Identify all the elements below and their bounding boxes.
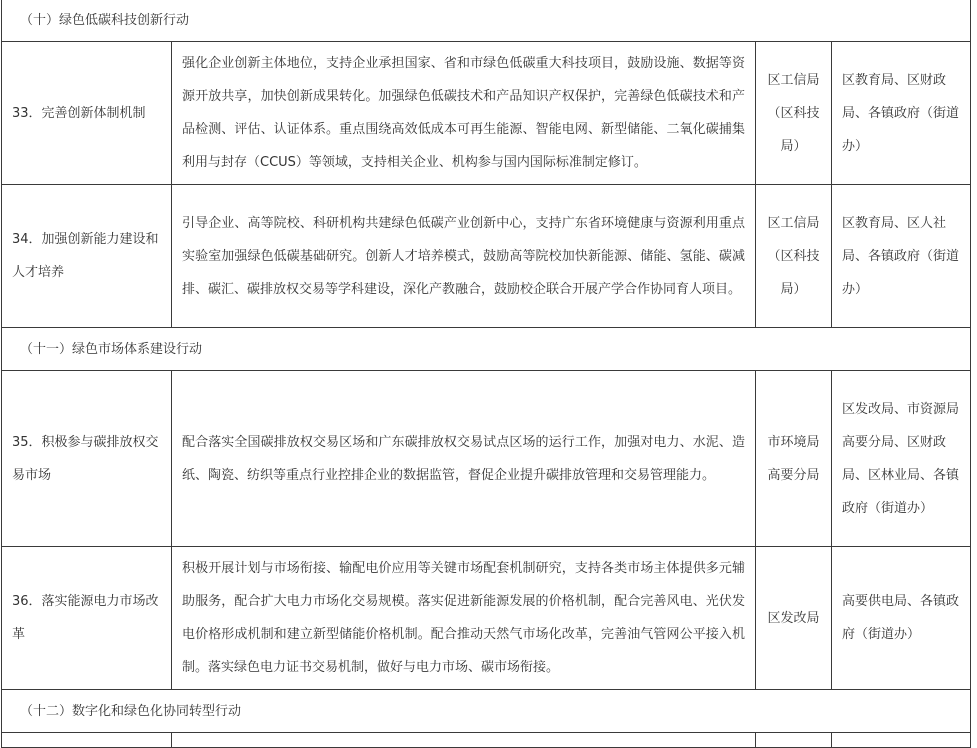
assist-departments: 区教育局、区财政局、各镇政府（街道办）	[832, 42, 971, 185]
task-content: 引导企业、高等院校、科研机构共建绿色低碳产业创新中心，支持广东省环境健康与资源利用重点实验室加强绿色低碳基础研究。创新人才培养模式，鼓励高等院校加快新能源、储能、氢能、碳减排、碳汇、碳排放权交易等学科建设，深化产教融合，鼓励校企联合开展产学合作协同育人项目。	[172, 185, 756, 328]
policy-table	[1, 0, 971, 748]
table-row	[2, 733, 971, 748]
lead-department: 区工信局（区科技局）	[756, 42, 832, 185]
assist-departments: 区教育局、区人社局、各镇政府（街道办）	[832, 185, 971, 328]
table-row	[2, 371, 971, 547]
assist-departments: 区发改局、市资源局高要分局、区财政局、区林业局、各镇政府（街道办）	[832, 371, 971, 547]
lead-department: 市环境局高要分局	[756, 371, 832, 547]
task-content: 积极开展计划与市场衔接、输配电价应用等关键市场配套机制研究，支持各类市场主体提供多元辅助服务，配合扩大电力市场化交易规模。落实促进新能源发展的价格机制，配合完善风电、光伏发电价格形成机制和建立新型储能价格机制。配合推动天然气市场化改革，完善油气管网公平接入机制。落实绿色电力证书交易机制，做好与电力市场、碳市场衔接。	[172, 547, 756, 690]
table-cell	[172, 733, 756, 748]
table-row	[2, 185, 971, 328]
table-cell	[832, 733, 971, 748]
task-name: 33．完善创新体制机制	[2, 42, 172, 185]
task-name: 34．加强创新能力建设和人才培养	[2, 185, 172, 328]
task-content: 强化企业创新主体地位，支持企业承担国家、省和市绿色低碳重大科技项目，鼓励设施、数据等资源开放共享，加快创新成果转化。加强绿色低碳技术和产品知识产权保护，完善绿色低碳技术和产品检测、评估、认证体系。重点围绕高效低成本可再生能源、智能电网、新型储能、二氧化碳捕集利用与封存（CCUS）等领域，支持相关企业、机构参与国内国际标准制定修订。	[172, 42, 756, 185]
table-cell	[756, 733, 832, 748]
lead-department: 区发改局	[756, 547, 832, 690]
table-row	[2, 547, 971, 690]
section-row	[2, 328, 971, 371]
assist-departments: 高要供电局、各镇政府（街道办）	[832, 547, 971, 690]
task-name: 35．积极参与碳排放权交易市场	[2, 371, 172, 547]
task-name: 36．落实能源电力市场改革	[2, 547, 172, 690]
section-title: （十一）绿色市场体系建设行动	[2, 328, 971, 371]
task-content: 配合落实全国碳排放权交易区场和广东碳排放权交易试点区场的运行工作，加强对电力、水泥、造纸、陶瓷、纺织等重点行业控排企业的数据监管，督促企业提升碳排放管理和交易管理能力。	[172, 371, 756, 547]
table-row	[2, 42, 971, 185]
table-cell	[2, 733, 172, 748]
section-title: （十二）数字化和绿色化协同转型行动	[2, 690, 971, 733]
section-row	[2, 690, 971, 733]
section-row	[2, 0, 971, 42]
lead-department: 区工信局（区科技局）	[756, 185, 832, 328]
section-title: （十）绿色低碳科技创新行动	[2, 0, 971, 42]
